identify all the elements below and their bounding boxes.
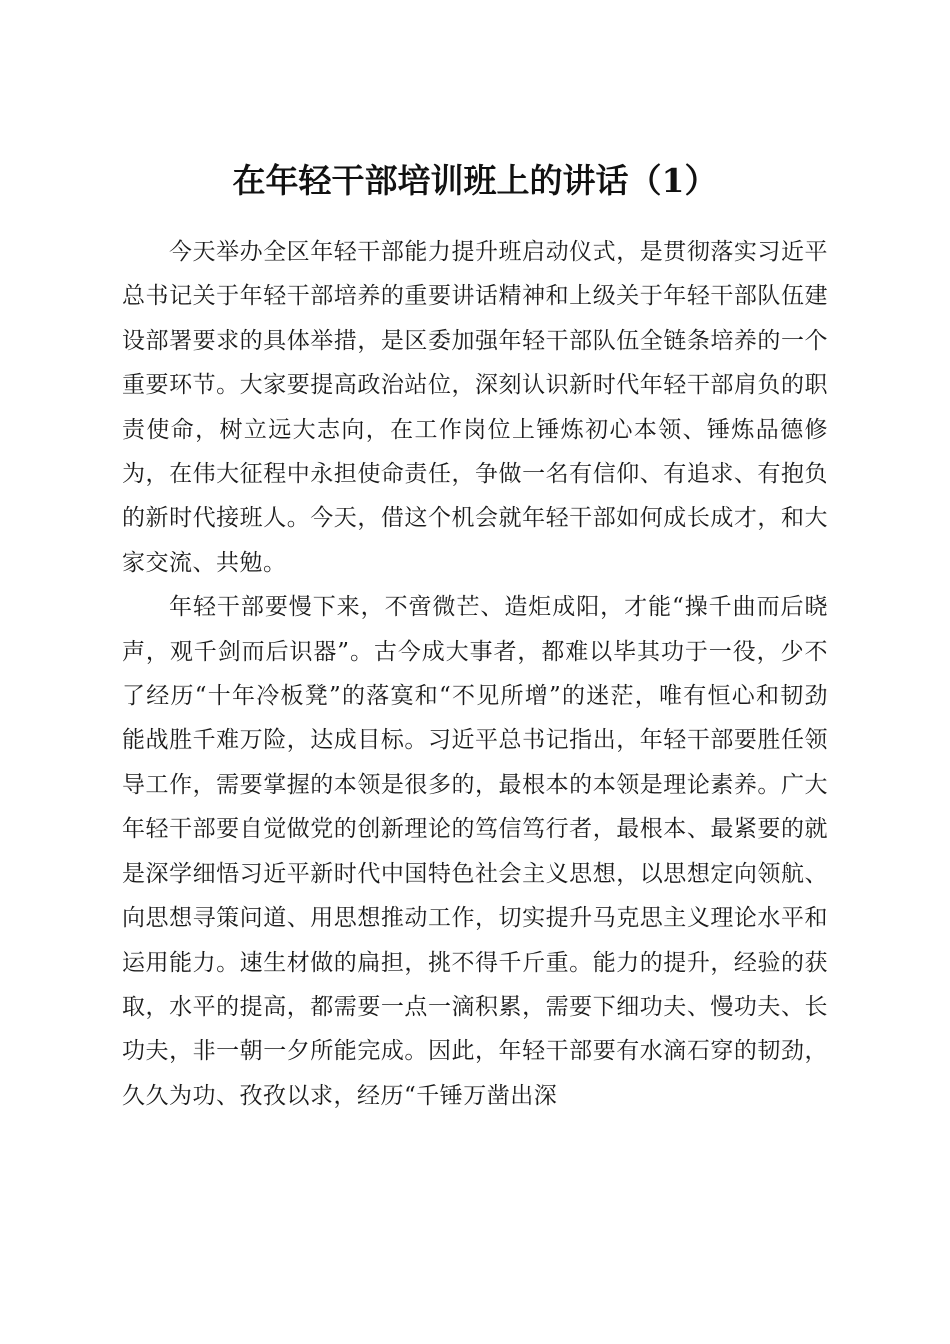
document-title: 在年轻干部培训班上的讲话（1） bbox=[232, 161, 718, 201]
paragraph-1: 今天举办全区年轻干部能力提升班启动仪式，是贯彻落实习近平总书记关于年轻干部培养的重要讲话精神和上级关于年轻干部队伍建设部署要求的具体举措，是区委加强年轻干部队伍全链条培养的一个重要环节。大家要提高政治站位，深刻认识新时代年轻干部肩负的职责使命，树立远大志向，在工作岗位上锤炼初心本领、锤炼品德修为，在伟大征程中永担使命责任，争做一名有信仰、有追求、有抱负的新时代接班人。今天，借这个机会就年轻干部如何成长成才，和大家交流、共勉。 bbox=[122, 239, 828, 576]
paragraph-2: 年轻干部要慢下来，不啻微芒、造炬成阳，才能“操千曲而后晓声，观千剑而后识器”。古今成大事者，都难以毕其功于一役，少不了经历“十年冷板凳”的落寞和“不见所增”的迷茫，唯有恒心和韧劲能战胜千难万险，达成目标。习近平总书记指出，年轻干部要胜任领导工作，需要掌握的本领是很多的，最根本的本领是理论素养。广大年轻干部要自觉做党的创新理论的笃信笃行者，最根本、最紧要的就是深学细悟习近平新时代中国特色社会主义思想，以思想定向领航、向思想寻策问道、用思想推动工作，切实提升马克思主义理论水平和运用能力。速生材做的扁担，挑不得千斤重。能力的提升，经验的获取，水平的提高，都需要一点一滴积累，需要下细功夫、慢功夫、长功夫，非一朝一夕所能完成。因此，年轻干部要有水滴石穿的韧劲，久久为功、孜孜以求，经历“千锤万凿出深 bbox=[122, 594, 828, 1109]
document-body bbox=[122, 230, 828, 1118]
